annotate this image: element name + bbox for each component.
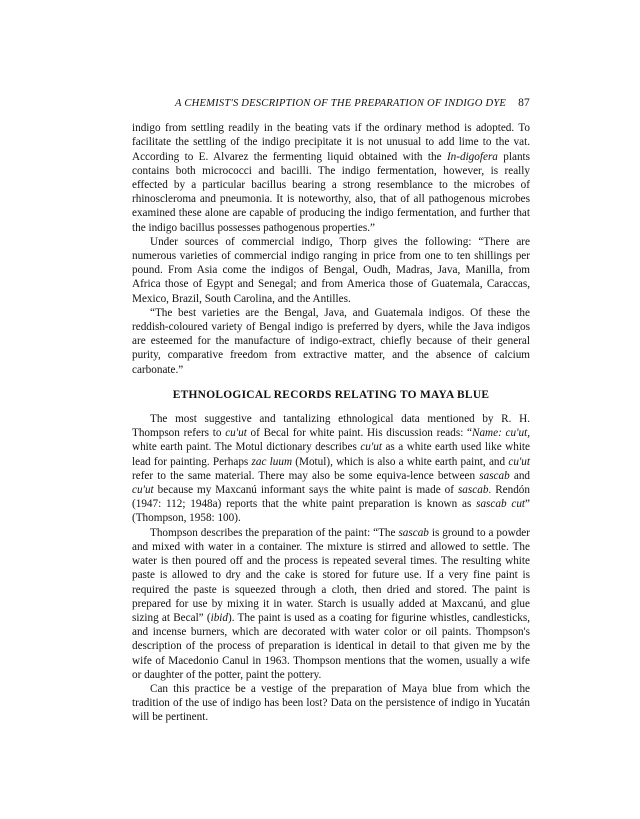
paragraph: Under sources of commercial indigo, Thorp gives the following: “There are numerous varieties of commercial indigo ranging in price from one to ten shillings per pound. From Asia come the indigos of Bengal, Oudh, Madras, Java, Manilla, from Africa those of Egypt and Senegal; and from America those of Guatemala, Caraccas, Mexico, Brazil, South Carolina, and the Antilles.	[132, 235, 530, 305]
paragraph: The most suggestive and tantalizing ethnological data mentioned by R. H. Thompson refers to cu'ut of Becal for white paint. His discussion reads: “Name: cu'ut, white earth paint. The Motul dictionary describes cu'ut as a white earth used like white lead for painting. Perhaps zac luum (Motul), which is also a white earth paint, and cu'ut refer to the same material. There may also be some equiva-lence between sascab and cu'ut because my Maxcanú informant says the white paint is made of sascab. Rendón (1947: 112; 1948a) reports that the white paint preparation is known as sascab cut” (Thompson, 1958: 100).	[132, 413, 531, 525]
italic-text: cu'ut	[360, 441, 382, 454]
italic-text: zac luum	[251, 455, 293, 468]
paragraph: Thompson describes the preparation of the paint: “The sascab is ground to a powder and mixed with water in a container. The mixture is stirred and allowed to settle. The water is then poured off and the process is repeated several times. The resulting white paste is allowed to dry and the cake is stored for future use. If a very fine paint is required the paste is squeezed through a cloth, then dried and stored. The paint is prepared for use by mixing it in water. Starch is usually added at Maxcanú, and glue sizing at Becal” (ibid). The paint is used as a coating for figurine whistles, candlesticks, and incense burners, which are decorated with water color or oil paints. Thompson's description of the process of preparation is identical in detail to that given me by the wife of Macedonio Canul in 1963. Thompson mentions that the women, usually a wife or daughter of the potter, paint the pottery.	[132, 526, 530, 681]
italic-text: cu'ut	[508, 455, 531, 468]
italic-text: sascab	[457, 484, 489, 497]
running-header	[132, 96, 530, 111]
running-title: A CHEMIST'S DESCRIPTION OF THE PREPARATION OF INDIGO DYE	[175, 98, 507, 109]
page-number: 87	[518, 97, 530, 109]
section-heading: ETHNOLOGICAL RECORDS RELATING TO MAYA BLUE	[172, 388, 490, 401]
paragraph: indigo from settling readily in the beating vats if the ordinary method is adopted. To facilitate the settling of the indigo precipitate it is not unusual to add lime to the vat. According to E. Alvarez the fermenting liquid obtained with the In-digofera plants contains both micrococci and bacilli. The indigo fermentation, however, is really effected by a particular bacillus bearing a strong resemblance to the microbes of rhinoscleroma and pneumonia. It is noteworthy, also, that of all pathogenous microbes examined these alone are capable of producing the indigo fermentation, and further that the indigo bacillus possesses pathogenous properties.”	[132, 122, 530, 234]
paragraph: “The best varieties are the Bengal, Java, and Guatemala indigos. Of these the reddish-coloured variety of Bengal indigo is preferred by dyers, while the Java indigos are esteemed for the manufacture of indigo-extract, chiefly because of their general purity, comparative freedom from extractive matter, and the absence of calcium carbonate.”	[132, 306, 530, 376]
paragraph: Can this practice be a vestige of the preparation of Maya blue from which the tradition of the use of indigo has been lost? Data on the persistence of indigo in Yucatán will be pertinent.	[132, 682, 530, 724]
italic-text: Name: cu'ut,	[472, 427, 530, 440]
italic-text: sascab cut	[476, 498, 526, 511]
italic-text: cu'ut	[225, 427, 247, 440]
italic-text: sascab	[479, 469, 510, 482]
italic-text: sascab	[398, 526, 429, 539]
italic-text: In-digofera	[446, 150, 498, 163]
document-page	[132, 96, 530, 725]
italic-text: ibid	[210, 611, 228, 624]
italic-text: cu'ut	[132, 484, 154, 497]
